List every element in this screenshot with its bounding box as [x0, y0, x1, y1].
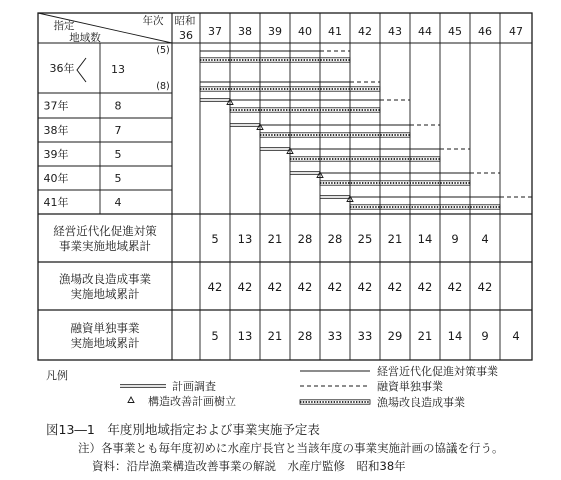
summary-value: 42: [357, 280, 373, 294]
legend-modernization: 経営近代化促進対策事業: [377, 365, 498, 378]
figure-note: 注）各事業とも毎年度初めに水産庁長官と当該年度の事業実施計画の協議を行う。: [78, 441, 504, 455]
summary-value: 42: [297, 280, 313, 294]
figure-source: 資料：沿岸漁業構造改善事業の解説 水産庁監修 昭和38年: [92, 459, 406, 473]
fishing-improvement-bar: [260, 133, 410, 137]
summary-label: 実施地域累計: [70, 287, 140, 301]
header-year-41: 41: [328, 25, 342, 38]
header-year-45: 45: [448, 25, 462, 38]
fishing-improvement-bar: [290, 157, 440, 161]
designation-count-row: 8: [114, 99, 122, 113]
summary-value: 28: [297, 329, 313, 343]
summary-value: 42: [237, 280, 253, 294]
summary-value: 28: [297, 232, 313, 246]
header-year-38: 38: [238, 25, 252, 38]
summary-value: 5: [211, 232, 219, 246]
summary-value: 5: [211, 329, 219, 343]
summary-value: 9: [451, 232, 459, 246]
summary-value: 13: [237, 232, 253, 246]
summary-value: 13: [237, 329, 253, 343]
bracket-icon: [77, 58, 86, 82]
summary-value: 42: [387, 280, 403, 294]
designation-count-row: 7: [114, 124, 122, 137]
designation-sub-count: (8): [156, 81, 170, 92]
summary-value: 21: [417, 329, 433, 343]
figure-caption: 図13―1 年度別地域指定および事業実施予定表: [46, 422, 320, 437]
header-year-43: 43: [388, 25, 402, 38]
designation-count-row: 5: [114, 148, 122, 161]
summary-label: 事業実施地域累計: [59, 239, 151, 253]
header-year-47: 47: [509, 25, 523, 38]
summary-value: 29: [387, 329, 403, 343]
header-designation-label: 指定: [53, 20, 75, 32]
summary-value: 42: [477, 280, 493, 294]
legend-plan-established: 構造改善計画樹立: [148, 395, 236, 408]
summary-value: 33: [327, 329, 343, 343]
summary-value: 42: [267, 280, 283, 294]
designation-sub-count: (5): [156, 45, 170, 56]
summary-value: 21: [267, 232, 283, 246]
summary-value: 4: [481, 232, 489, 246]
summary-value: 42: [447, 280, 463, 294]
summary-value: 42: [417, 280, 433, 294]
fishing-improvement-bar: [320, 181, 470, 185]
summary-value: 21: [387, 232, 403, 246]
summary-value: 42: [207, 280, 223, 294]
header-year-40: 40: [298, 25, 312, 38]
summary-label: 漁場改良造成事業: [59, 272, 151, 286]
header-year-44: 44: [418, 25, 432, 38]
fishing-improvement-bar: [200, 58, 350, 62]
fishing-improvement-bar: [350, 205, 500, 209]
header-year-36: 36: [179, 29, 193, 42]
header-era-label: 昭和: [174, 15, 196, 27]
summary-value: 21: [267, 329, 283, 343]
plan-established-marker: [128, 397, 134, 403]
summary-value: 9: [481, 329, 489, 343]
designation-year-row: 37年: [43, 99, 69, 113]
legend-title: 凡例: [46, 369, 68, 382]
designation-count-36: 13: [111, 63, 125, 76]
designation-count-row: 4: [114, 196, 122, 209]
legend-finance-only: 融資単独事業: [377, 380, 443, 393]
summary-label: 経営近代化促進対策: [53, 224, 157, 238]
summary-value: 42: [327, 280, 343, 294]
summary-value: 28: [327, 232, 343, 246]
designation-year-row: 38年: [43, 124, 69, 137]
header-year-46: 46: [478, 25, 492, 38]
summary-value: 14: [447, 329, 463, 343]
designation-year-row: 41年: [43, 196, 69, 209]
legend-fishing-improvement: 漁場改良造成事業: [377, 396, 465, 409]
header-year-37: 37: [208, 25, 222, 38]
designation-count-row: 5: [114, 172, 122, 185]
designation-year-row: 39年: [43, 148, 69, 161]
header-year-42: 42: [358, 25, 372, 38]
header-year-label: 年次: [142, 15, 164, 27]
fishing-improvement-bar: [300, 400, 370, 404]
summary-label: 実施地域累計: [70, 336, 140, 350]
designation-year-row: 40年: [43, 172, 69, 185]
fishing-improvement-bar: [230, 108, 380, 112]
header-area-count-label: 地域数: [69, 32, 101, 44]
summary-value: 25: [357, 232, 373, 246]
summary-value: 14: [417, 232, 433, 246]
summary-value: 33: [357, 329, 373, 343]
header-year-39: 39: [268, 25, 282, 38]
designation-year-36: 36年: [49, 62, 75, 75]
legend-plan-survey: 計画調査: [172, 380, 216, 393]
summary-value: 4: [512, 329, 520, 343]
summary-label: 融資単独事業: [70, 321, 140, 335]
